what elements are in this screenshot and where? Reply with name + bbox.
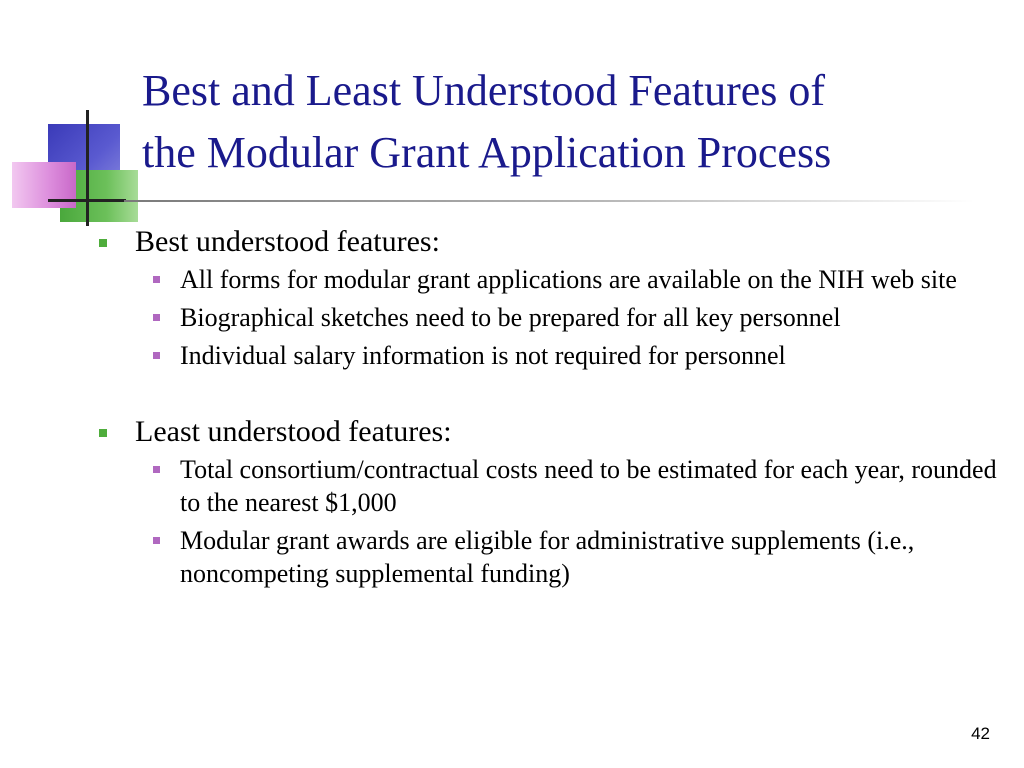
list-item-text: Individual salary information is not required for personnel: [180, 341, 786, 370]
list-item: [98, 339, 1000, 372]
sub-bullet-list: [98, 263, 998, 372]
square-bullet-icon: [99, 239, 107, 247]
square-bullet-icon: [153, 314, 160, 321]
page-number: 42: [971, 724, 990, 743]
title-divider: [124, 200, 974, 202]
square-bullet-icon: [99, 429, 107, 437]
square-bullet-icon: [153, 276, 160, 283]
section-heading: [98, 222, 998, 262]
list-item: [98, 263, 1000, 296]
slide-title-line-1: Best and Least Understood Features of: [142, 66, 826, 115]
slide-body: [98, 222, 998, 595]
logo-horizontal-line: [48, 199, 126, 202]
section-heading-text: Best understood features:: [135, 225, 440, 258]
list-item-text: Total consortium/contractual costs need to be estimated for each year, rounded to the nearest $1,000: [180, 455, 997, 517]
square-bullet-icon: [153, 537, 160, 544]
section-best-understood: [98, 222, 998, 372]
section-heading-text: Least understood features:: [135, 415, 452, 448]
list-item-text: All forms for modular grant applications are available on the NIH web site: [180, 265, 957, 294]
section-least-understood: [98, 412, 998, 590]
list-item-text: Modular grant awards are eligible for administrative supplements (i.e., noncompeting supplemental funding): [180, 526, 915, 588]
list-item-text: Biographical sketches need to be prepared for all key personnel: [180, 303, 841, 332]
slide-title: [142, 60, 1012, 184]
list-item: [98, 453, 1000, 519]
logo-vertical-line: [86, 110, 89, 226]
slide-title-line-2: the Modular Grant Application Process: [142, 128, 832, 177]
square-bullet-icon: [153, 352, 160, 359]
list-item: [98, 301, 1000, 334]
list-item: [98, 524, 1000, 590]
square-bullet-icon: [153, 466, 160, 473]
section-heading: [98, 412, 998, 452]
sub-bullet-list: [98, 453, 998, 590]
